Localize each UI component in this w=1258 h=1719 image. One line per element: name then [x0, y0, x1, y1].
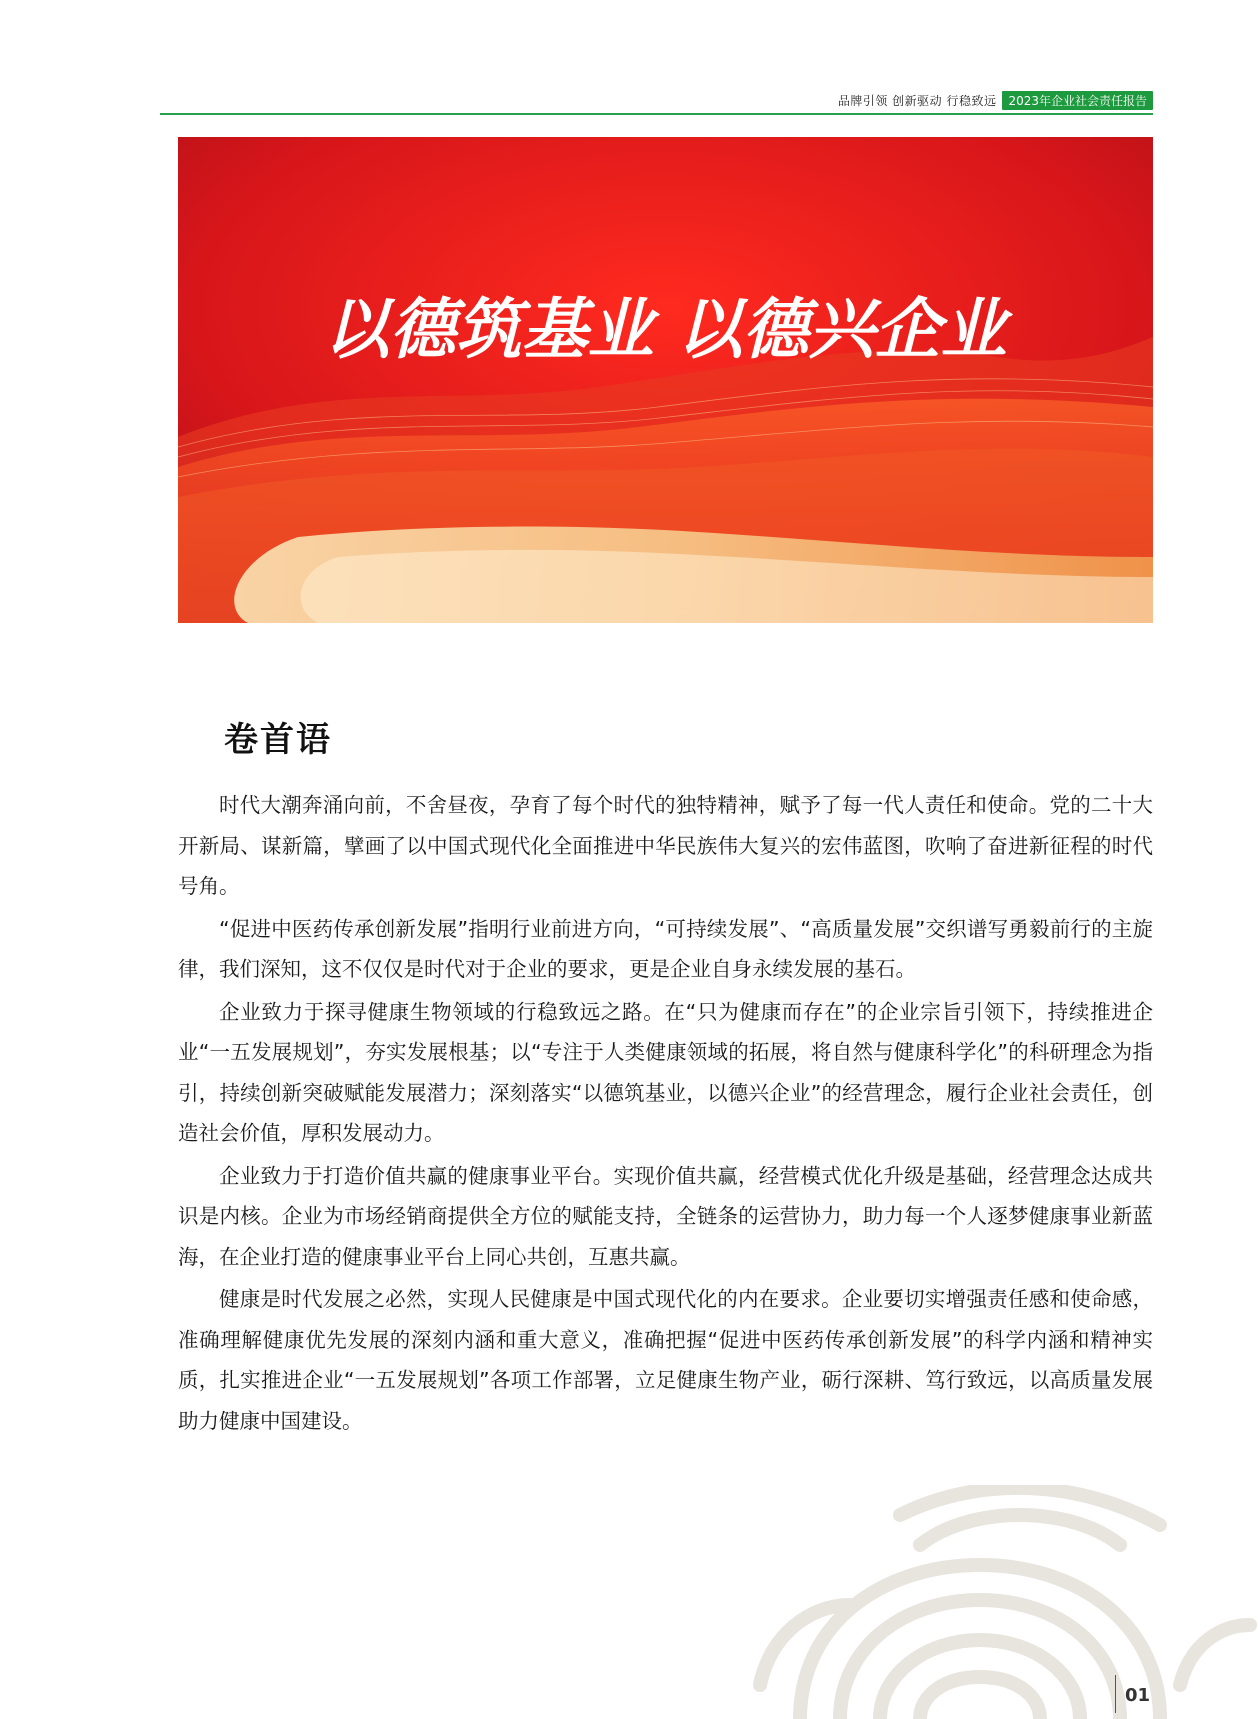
paragraph: 企业致力于打造价值共赢的健康事业平台。实现价值共赢，经营模式优化升级是基础，经营理念达成共识是内核。企业为市场经销商提供全方位的赋能支持，全链条的运营协力，助力每一个人逐梦健康事业新蓝海，在企业打造的健康事业平台上同心共创，互惠共赢。: [178, 1163, 1153, 1269]
page-header: [160, 89, 1153, 111]
paragraph: “促进中医药传承创新发展”指明行业前进方向，“可持续发展”、“高质量发展”交织谱写勇毅前行的主旋律，我们深知，这不仅仅是时代对于企业的要求，更是企业自身永续发展的基石。: [178, 916, 1153, 981]
cloud-pattern-watermark: [740, 1485, 1258, 1719]
report-title-tag: 2023年企业社会责任报告: [1002, 91, 1153, 110]
header-divider: [160, 113, 1153, 115]
header-slogan: 品牌引领 创新驱动 行稳致远: [837, 93, 997, 108]
foreword-body: [178, 785, 1153, 1443]
hero-banner: [178, 137, 1153, 623]
banner-calligraphy: 以德筑基业 以德兴企业: [323, 290, 1007, 368]
banner-artwork: [178, 137, 1153, 623]
section-title: 卷首语: [224, 720, 332, 760]
page-number: 01: [1125, 1685, 1151, 1706]
paragraph: 企业致力于探寻健康生物领域的行稳致远之路。在“只为健康而存在”的企业宗旨引领下，持续推进企业“一五发展规划”，夯实发展根基；以“专注于人类健康领域的拓展，将自然与健康科学化”的科研理念为指引，持续创新突破赋能发展潜力；深刻落实“以德筑基业，以德兴企业”的经营理念，履行企业社会责任，创造社会价值，厚积发展动力。: [178, 999, 1153, 1145]
paragraph: 健康是时代发展之必然，实现人民健康是中国式现代化的内在要求。企业要切实增强责任感和使命感，准确理解健康优先发展的深刻内涵和重大意义，准确把握“促进中医药传承创新发展”的科学内涵和精神实质，扎实推进企业“一五发展规划”各项工作部署，立足健康生物产业，砺行深耕、笃行致远，以高质量发展助力健康中国建设。: [178, 1287, 1153, 1433]
page-number-divider: [1115, 1675, 1116, 1713]
paragraph: 时代大潮奔涌向前，不舍昼夜，孕育了每个时代的独特精神，赋予了每一代人责任和使命。党的二十大开新局、谋新篇，擘画了以中国式现代化全面推进中华民族伟大复兴的宏伟蓝图，吹响了奋进新征程的时代号角。: [178, 793, 1153, 898]
